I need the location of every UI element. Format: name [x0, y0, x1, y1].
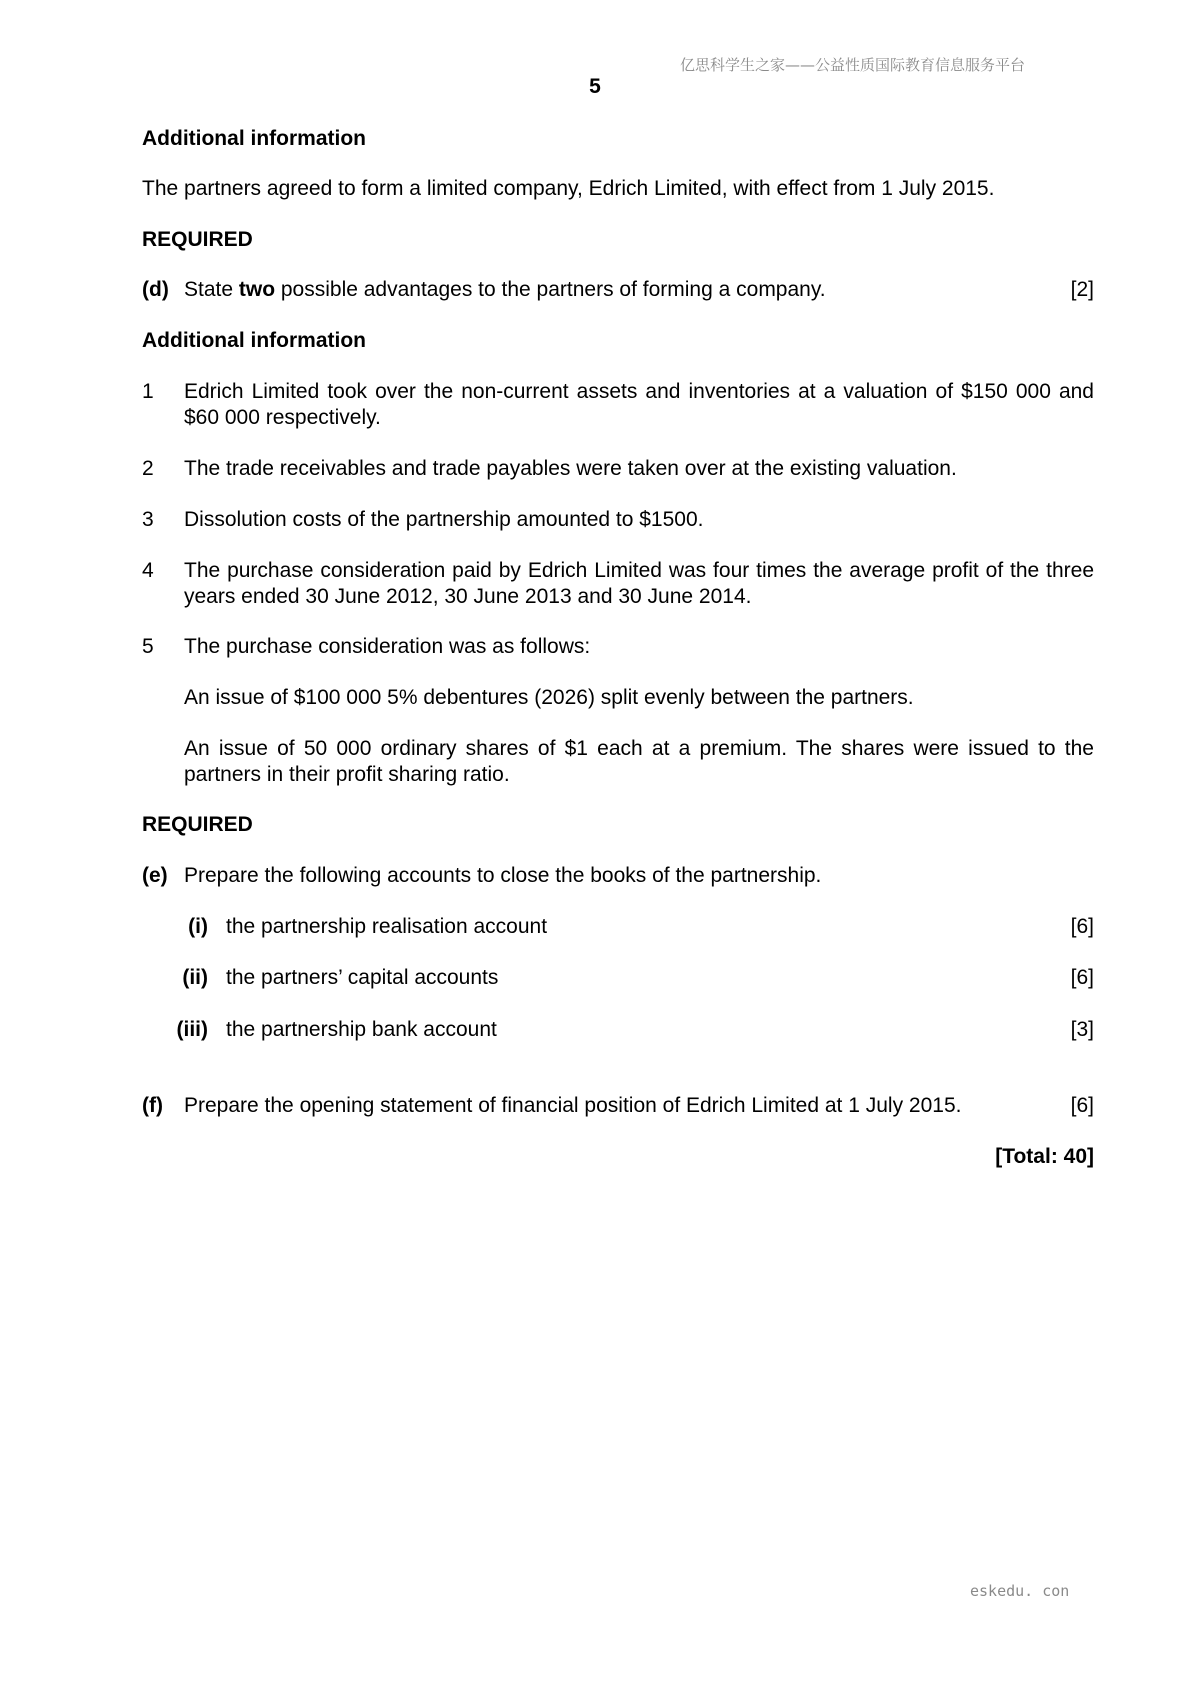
question-f-label: (f) [142, 1094, 163, 1117]
question-d-marks: [2] [1070, 278, 1094, 301]
list-item-text-3: Dissolution costs of the partnership amounted to $1500. [184, 508, 704, 531]
question-e-part-ii-text: the partners’ capital accounts [226, 966, 499, 989]
section-text-company-formation: The partners agreed to form a limited company, Edrich Limited, with effect from 1 July 2015. [142, 177, 995, 200]
list-item-number-2: 2 [142, 457, 154, 480]
question-e-label: (e) [142, 864, 168, 887]
question-f-marks: [6] [1070, 1094, 1094, 1117]
question-e-part-iii-marks: [3] [1070, 1018, 1094, 1041]
question-e-part-i-marks: [6] [1070, 915, 1094, 938]
list-item-number-4: 4 [142, 559, 154, 582]
question-e-part-i-text: the partnership realisation account [226, 915, 548, 938]
list-item-text-2: The trade receivables and trade payables were taken over at the existing valuation. [184, 457, 957, 480]
question-e-text: Prepare the following accounts to close the books of the partnership. [184, 864, 822, 887]
question-d-text-bold: two [238, 278, 276, 301]
question-f-text: Prepare the opening statement of financial position of Edrich Limited at 1 July 2015. [184, 1094, 962, 1117]
question-e-part-ii-marks: [6] [1070, 966, 1094, 989]
required-heading-1: REQUIRED [142, 228, 253, 251]
question-e-part-ii-label: (ii) [182, 966, 208, 989]
question-d-text [184, 277, 1004, 303]
question-e-part-i-label: (i) [188, 915, 208, 938]
question-e-part-iii-label: (iii) [176, 1018, 208, 1041]
question-d-text-after: possible advantages to the partners of forming a company. [275, 278, 826, 301]
list-item-text-5: The purchase consideration was as follows: [184, 635, 591, 658]
question-d-label: (d) [142, 278, 169, 301]
list-item-number-3: 3 [142, 508, 154, 531]
section-heading-additional-info-1: Additional information [142, 127, 366, 150]
question-e-part-iii-text: the partnership bank account [226, 1018, 497, 1041]
footer-watermark: eskedu. con [970, 1582, 1070, 1600]
list-item-number-1: 1 [142, 380, 154, 403]
list-item-5-debentures: An issue of $100 000 5% debentures (2026) split evenly between the partners. [184, 686, 914, 709]
question-d-text-before: State [184, 278, 239, 301]
header-watermark: 亿思科学生之家——公益性质国际教育信息服务平台 [680, 56, 1026, 74]
total-marks: [Total: 40] [995, 1145, 1094, 1168]
list-item-5-shares: An issue of 50 000 ordinary shares of $1 each at a premium. The shares were issued to the partners in their profit sharing ratio. [184, 737, 1094, 786]
section-heading-additional-info-2: Additional information [142, 329, 366, 352]
page-number: 5 [589, 75, 601, 98]
list-item-text-4: The purchase consideration paid by Edrich Limited was four times the average profit of the three years ended 30 June 2012, 30 June 2013 and 30 June 2014. [184, 559, 1094, 608]
list-item-text-1: Edrich Limited took over the non-current assets and inventories at a valuation of $150 000 and $60 000 respectively. [184, 380, 1094, 429]
list-item-number-5: 5 [142, 635, 154, 658]
required-heading-2: REQUIRED [142, 813, 253, 836]
